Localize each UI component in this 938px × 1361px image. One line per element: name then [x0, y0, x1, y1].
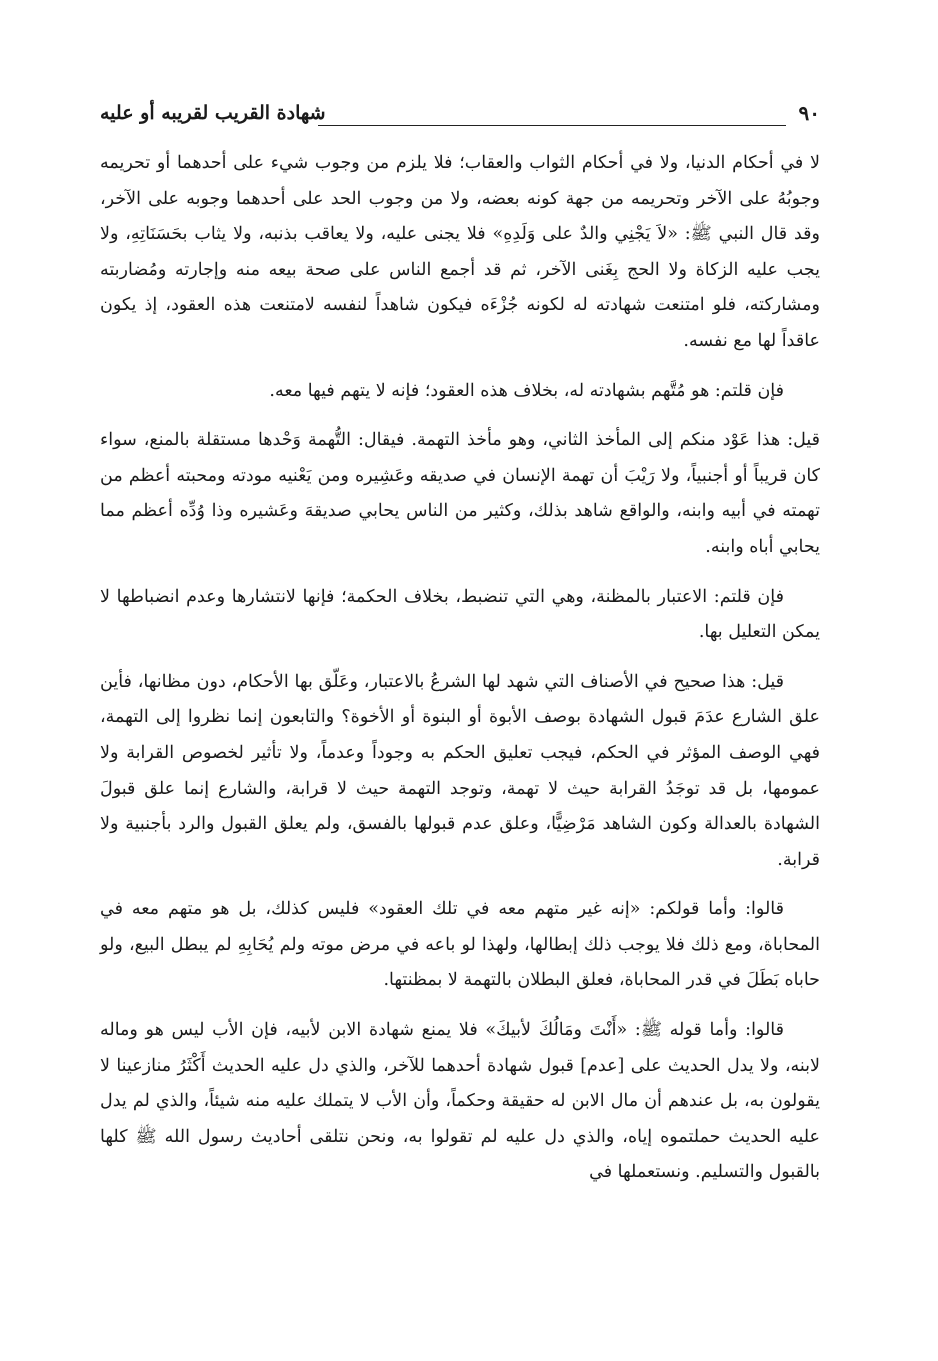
paragraph-7: قالوا: وأما قوله ﷺ: «أَنْتَ ومَالُكَ لأبيكَ» فلا يمنع شهادة الابن لأبيه، فإن الأب ليس هو وماله لابنه، ولا يدل الحديث على [عدم] قبول شهادة أحدهما للآخر، والذي دل عليه الحديث أَكْثَرُ منازعينا لا يقولون به، بل عندهم أن مال الابن له حقيقة وحكماً، وأن الأب لا يتملك عليه منه شيئاً، والذي لم يدل عليه الحديث حملتموه إياه، والذي دل عليه لم تقولوا به، ونحن نتلقى أحاديث رسول الله ﷺ كلها بالقبول والتسليم. ونستعملها في: [100, 1020, 820, 1183]
paragraph-5: قيل: هذا صحيح في الأصناف التي شهد لها الشرعُ بالاعتبار، وعَلّق بها الأحكام، دون مظانها، فأين علق الشارع عدَمَ قبول الشهادة بوصف الأبوة أو البنوة أو الأخوة؟ والتابعون إنما نظروا إلى التهمة، فهي الوصف المؤثر في الحكم، فيجب تعليق الحكم به وجوداً وعدماً، ولا تأثير لخصوص القرابة ولا عمومها، بل قد توجَدُ القرابة حيث لا تهمة، وتوجد التهمة حيث لا قرابة، والشارع إنما علق قبولَ الشهادة بالعدالة وكون الشاهد مَرْضِيًّا، وعلق عدم قبولها بالفسق، ولم يعلق القبول والرد بأجنبية ولا قرابة.: [100, 671, 820, 870]
paragraph-3: قيل: هذا عَوْد منكم إلى المأخذ الثاني، وهو مأخذ التهمة. فيقال: التُّهمة وَحْدها مستقلة بالمنع، سواء كان قريباً أو أجنبياً، ولا رَيْبَ أن تهمة الإنسان في صديقه وعَشِيره ومن يَعْنيه مودته ومحبته أعظم من تهمته في أبيه وابنه، والواقع شاهد بذلك، وكثير من الناس يحابي صديقهَ وعَشيره وذا وُدِّه أعظم مما يحابي أباه وابنه.: [100, 430, 820, 557]
page-body: [100, 146, 820, 1191]
paragraph-4: فإن قلتم: الاعتبار بالمظنة، وهي التي تنضبط، بخلاف الحكمة؛ فإنها لانتشارها وعدم انضباطها لا يمكن التعليل بها.: [100, 586, 820, 643]
header-rule: [318, 125, 786, 126]
page-number: ٩٠: [798, 101, 820, 125]
paragraph-2: فإن قلتم: هو مُتَّهم بشهادته له، بخلاف هذه العقود؛ فإنه لا يتهم فيها معه.: [269, 380, 784, 401]
running-header: [100, 98, 820, 128]
paragraph-6: قالوا: وأما قولكم: «إنه غير متهم معه في تلك العقود» فليس كذلك، بل هو متهم معه في المحاباة، ومع ذلك فلا يوجب ذلك إبطالها، ولهذا لو باعه في مرض موته ولم يُحَابِهِ لم يبطل البيع، ولو حاباه بَطَلَ في قدر المحاباة، فعلق البطلان بالتهمة لا بمظنتها.: [100, 899, 820, 991]
paragraph-1: لا في أحكام الدنيا، ولا في أحكام الثواب والعقاب؛ فلا يلزم من وجوب شيء على أحدهما أو تحريمه وجوبُهُ على الآخر وتحريمه من جهة كونه بعضه، ولا من وجوب الحد على أحدهما وجوبه على الآخر، وقد قال النبي ﷺ: «لاَ يَجْنِي والدٌ على وَلَدِهِ» فلا يجنى عليه، ولا يعاقب بذنبه، ولا يثاب بحَسَنَاتِهِ، ولا يجب عليه الزكاة ولا الحج بِغَنى الآخر، ثم قد أجمع الناس على صحة بيعه منه وإجارته ومُضاربته ومشاركته، فلو امتنعت شهادته له لكونه جُزْءَه فيكون شاهداً لنفسه لامتنعت هذه العقود، إذ يكون عاقداً لها مع نفسه.: [100, 153, 820, 351]
running-title: شهادة القريب لقريبه أو عليه: [100, 102, 326, 124]
